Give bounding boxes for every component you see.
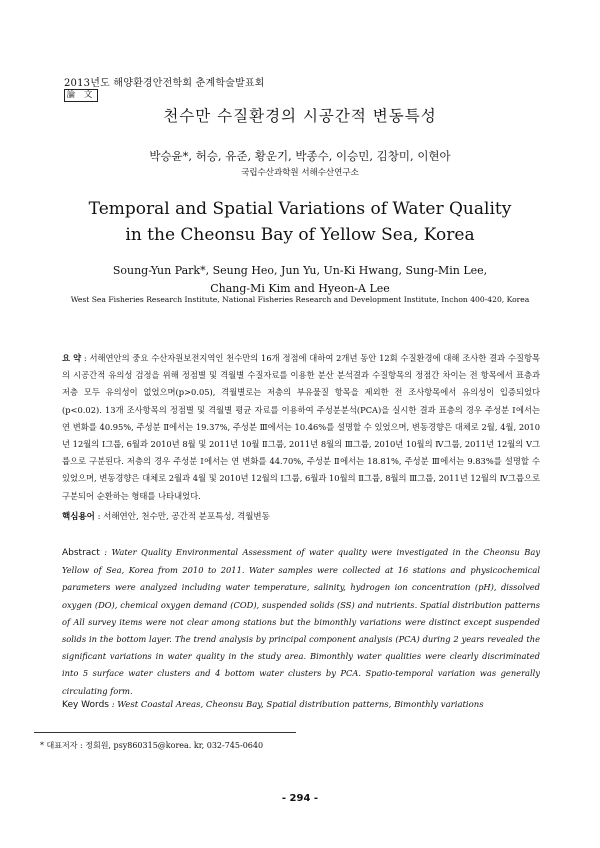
authors-korean: 박승윤*, 허승, 유준, 황운기, 박종수, 이승민, 김창미, 이현아 xyxy=(149,149,451,163)
abstract-english xyxy=(62,544,540,700)
abstract-korean-label: 요 약 xyxy=(62,353,82,363)
title-korean: 천수만 수질환경의 시공간적 변동특성 xyxy=(163,107,437,125)
authors-english-line1: Soung-Yun Park*, Seung Heo, Jun Yu, Un-Ki Hwang, Sung-Min Lee, xyxy=(112,264,488,277)
title-english xyxy=(0,196,600,248)
authors-english xyxy=(0,262,600,298)
keywords-english xyxy=(62,700,484,710)
affiliation-korean: 국립수산과학원 서해수산연구소 xyxy=(241,168,359,178)
footnote: * 대표저자 : 정회원, psy860315@korea. kr, 032-745-0640 xyxy=(40,741,264,750)
abstract-korean xyxy=(62,350,540,505)
keywords-english-label: Key Words xyxy=(62,700,109,710)
page-number: - 294 - xyxy=(281,793,319,804)
abstract-korean-text: : 서해연안의 중요 수산자원보전지역인 천수만의 16개 정점에 대하여 2개년 동안 12회 수질환경에 대해 조사한 결과 수질항목의 시공간적 유의성 검정을 위해 정점별 및 격월별 수질자료를 이용한 분산 분석결과 수질항목의 정점간 차이는 전 항목에서 표층과 저층 모두 유의성이 없었으며(p>0.05), 격월별로는 저층의 부유물질 항목을 제외한 전 조사항목에서 유의성이 입증되었다(p<0.02). 13개 조사항목의 정점별 및 격월별 평균 자료를 이용하여 주성분분석(PCA)을 실시한 결과 표층의 경우 주성분 Ⅰ에서는 연 변화를 40.95%, 주성분 Ⅱ에서는 19.37%, 주성분 Ⅲ에서는 10.46%를 설명할 수 있었으며, 변동경향은 대체로 2월, 4월, 2010년 12월의 Ⅰ그룹, 6월과 2010년 8월 및 2011년 10월 Ⅱ그룹, 2011년 8월의 Ⅲ그룹, 2010년 10월의 Ⅳ그룹, 2011년 12월의 Ⅴ그룹으로 구분된다. 저층의 경우 주성분 Ⅰ에서는 연 변화를 44.70%, 주성분 Ⅱ에서는 18.81%, 주성분 Ⅲ에서는 9.83%를 설명할 수 있었으며, 변동경향은 대체로 2월과 4월 및 2010년 12월의 Ⅰ그룹, 6월과 10월의 Ⅱ그룹, 8월의 Ⅲ그룹, 2011년 12월의 Ⅳ그룹으로 구분되어 순환하는 형태를 나타내었다. xyxy=(62,353,540,501)
abstract-english-label: Abstract xyxy=(62,548,100,558)
title-english-line2: in the Cheonsu Bay of Yellow Sea, Korea xyxy=(125,225,475,245)
keywords-korean-label: 핵심용어 xyxy=(62,512,95,522)
affiliation-english: West Sea Fisheries Research Institute, National Fisheries Research and Development Institute, Inchon 400-420, Korea xyxy=(70,295,530,304)
authors-english-line2: Chang-Mi Kim and Hyeon-A Lee xyxy=(210,282,390,295)
conference-header: 2013년도 해양환경안전학회 춘계학술발표회 xyxy=(64,78,265,89)
keywords-english-text: : West Coastal Areas, Cheonsu Bay, Spatial distribution patterns, Bimonthly variations xyxy=(111,700,484,710)
abstract-english-text: : Water Quality Environmental Assessment of water quality were investigated in the Cheonsu Bay Yellow of Sea, Korea from 2010 to 2011. Water samples were collected at 16 stations and physicochemical parameters were analyzed including water temperature, salinity, hydrogen ion concentration (pH), dissolved oxygen (DO), chemical oxygen demand (COD), suspended solids (SS) and nutrients. Spatial distribution patterns of All survey items were not clear among stations but the bimonthly variations were distinct except suspended solids in the bottom layer. The trend analysis by principal component analysis (PCA) during 2 years revealed the significant variations in water quality in the study area. Bimonthly water qualities were clearly discriminated into 5 surface water clusters and 4 bottom water clusters by PCA. Spatio-temporal variation was generally circulating form. xyxy=(62,547,541,696)
title-english-line1: Temporal and Spatial Variations of Water Quality xyxy=(88,199,512,219)
paper-type-label: 論 文 xyxy=(64,89,98,102)
footnote-divider xyxy=(34,732,296,733)
keywords-korean-text: : 서해연안, 천수만, 공간적 분포특성, 격월변동 xyxy=(97,512,270,522)
keywords-korean xyxy=(62,510,270,522)
